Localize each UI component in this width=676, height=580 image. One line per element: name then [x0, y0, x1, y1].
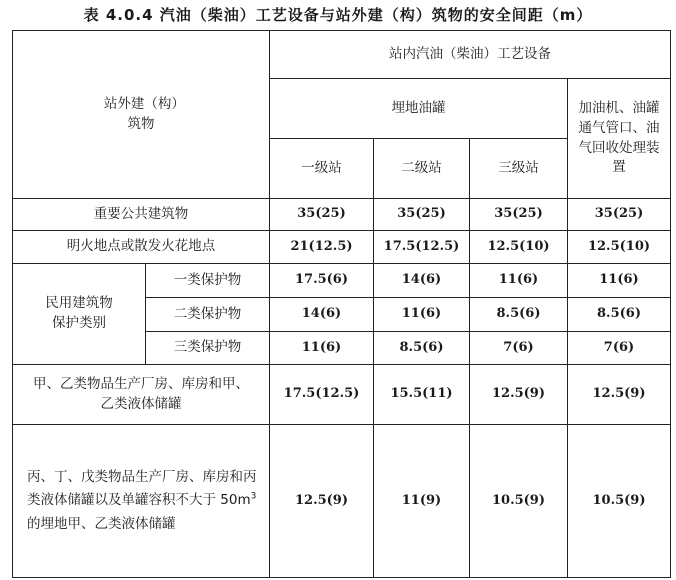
table-cell: 12.5(9) [568, 365, 671, 425]
header-level-1: 一级站 [270, 139, 374, 199]
header-row-1 [13, 31, 671, 79]
header-corner-label: 站外建（构）筑物 [103, 95, 179, 132]
table-cell: 12.5(9) [470, 365, 568, 425]
table-cell: 7(6) [470, 332, 568, 365]
header-level-3: 三级站 [470, 139, 568, 199]
table-cell: 17.5(12.5) [270, 365, 374, 425]
row-label: 三类保护物 [146, 332, 270, 365]
table-cell: 12.5(9) [270, 425, 374, 578]
header-buried-tank-cell: 埋地油罐 [270, 79, 568, 139]
row-label-cell [13, 365, 270, 425]
table-cell: 12.5(10) [568, 231, 671, 264]
header-corner-cell [13, 31, 270, 199]
header-dispenser-label: 加油机、油罐通气管口、油气回收处理装置 [578, 100, 660, 176]
header-level-2: 二级站 [374, 139, 470, 199]
table-cell: 8.5(6) [568, 298, 671, 332]
table-cell: 8.5(6) [470, 298, 568, 332]
table-cell: 21(12.5) [270, 231, 374, 264]
table-cell: 35(25) [270, 199, 374, 231]
table-row [13, 365, 671, 425]
table-cell: 8.5(6) [374, 332, 470, 365]
table-cell: 14(6) [270, 298, 374, 332]
table-cell: 15.5(11) [374, 365, 470, 425]
table-cell: 12.5(10) [470, 231, 568, 264]
row-label: 甲、乙类物品生产厂房、库房和甲、乙类液体储罐 [33, 375, 249, 412]
table-cell: 10.5(9) [568, 425, 671, 578]
civil-group-label: 民用建筑物保护类别 [45, 295, 113, 331]
safety-distance-table [12, 30, 671, 578]
table-cell: 7(6) [568, 332, 671, 365]
row-label: 二类保护物 [146, 298, 270, 332]
civil-group-label-cell [13, 264, 146, 365]
row-label: 明火地点或散发火花地点 [13, 231, 270, 264]
table-cell: 35(25) [568, 199, 671, 231]
table-cell: 11(6) [374, 298, 470, 332]
table-row [13, 231, 671, 264]
table-cell: 11(6) [568, 264, 671, 298]
table-cell: 11(6) [470, 264, 568, 298]
table-cell: 10.5(9) [470, 425, 568, 578]
table-cell: 17.5(12.5) [374, 231, 470, 264]
row-label: 重要公共建筑物 [13, 199, 270, 231]
row-label: 一类保护物 [146, 264, 270, 298]
table-title: 表 4.0.4 汽油（柴油）工艺设备与站外建（构）筑物的安全间距（m） [83, 6, 593, 24]
table-row [13, 199, 671, 231]
table-cell: 35(25) [470, 199, 568, 231]
table-row [13, 264, 671, 298]
table-cell: 17.5(6) [270, 264, 374, 298]
table-cell: 14(6) [374, 264, 470, 298]
table-cell: 11(9) [374, 425, 470, 578]
row-label-cell [13, 425, 270, 578]
table-cell: 35(25) [374, 199, 470, 231]
row-label: 丙、丁、戊类物品生产厂房、库房和丙类液体储罐以及单罐容积不大于 $50m^3$ 的埋地甲、乙类液体储罐 [27, 468, 257, 532]
header-dispenser-cell [568, 79, 671, 199]
table-cell: 11(6) [270, 332, 374, 365]
header-group-cell: 站内汽油（柴油）工艺设备 [270, 31, 671, 79]
table-row [13, 425, 671, 578]
